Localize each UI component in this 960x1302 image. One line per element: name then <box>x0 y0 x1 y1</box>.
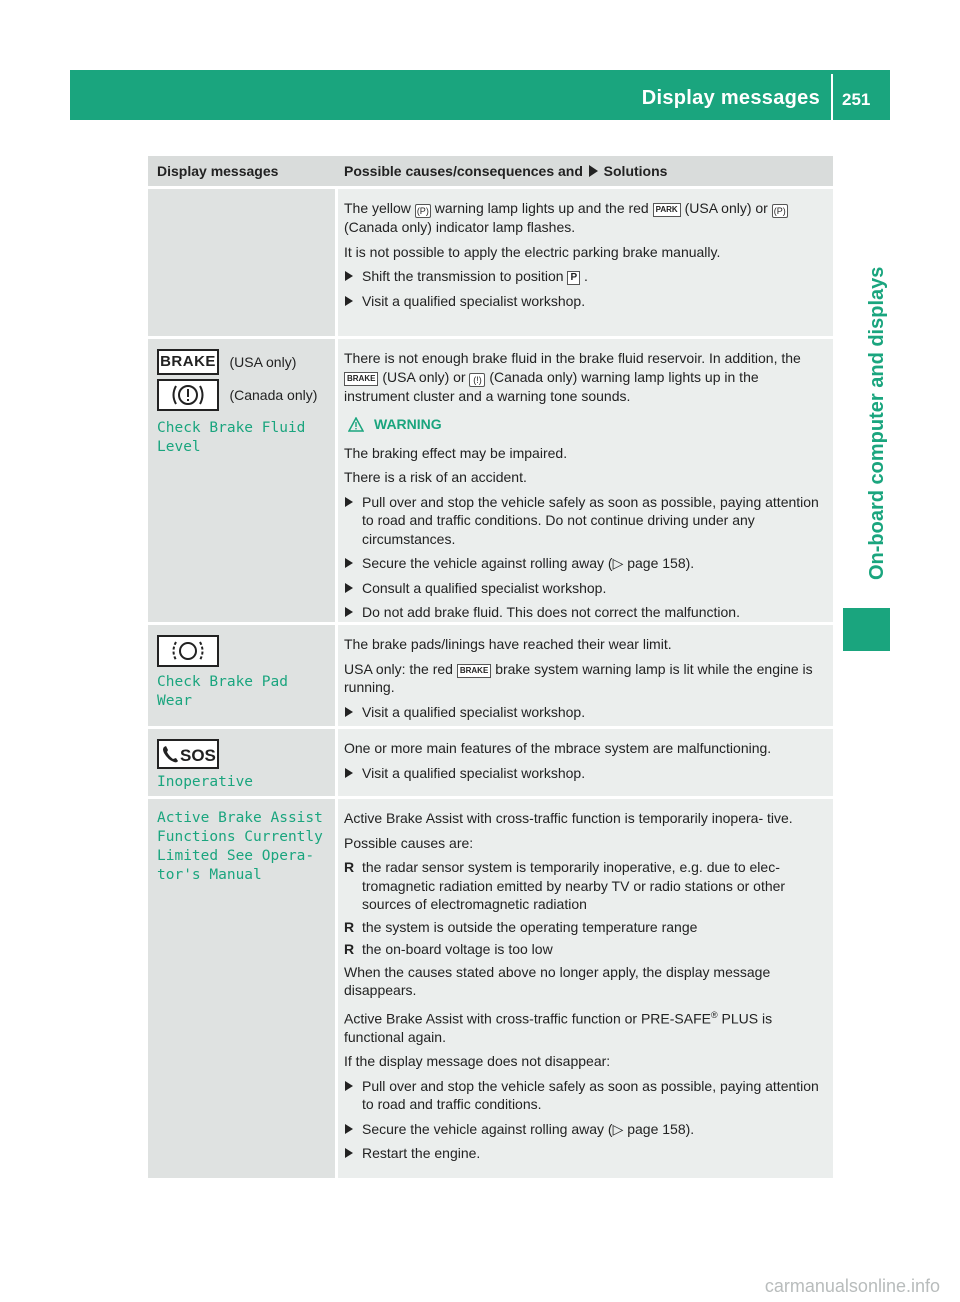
step <box>344 1077 826 1114</box>
col-header-causes-text: Possible causes/consequences and <box>344 163 583 179</box>
paragraph <box>344 1006 826 1047</box>
text: USA only: the red <box>344 660 453 677</box>
message-cell <box>148 189 335 336</box>
step <box>344 267 826 286</box>
paragraph: One or more main features of the mbrace system are malfunctioning. <box>344 740 772 756</box>
solution-cell <box>338 799 833 1178</box>
brake-lamp-icon: BRAKE <box>344 372 378 386</box>
bullet-icon: R <box>344 859 355 875</box>
list-item <box>344 918 826 937</box>
text: There is not enough brake fluid in the brake fluid reservoir. In addition, the <box>344 350 801 366</box>
step <box>344 493 826 549</box>
message-cell <box>148 625 335 726</box>
text: the radar sensor system is temporarily inoperative, e.g. due to elec‐ tromagnetic radiation emitted by nearby TV or radio stations or other sources of electromagnetic radiation <box>362 859 786 912</box>
text: . <box>584 268 588 284</box>
text: (Canada only) warning lamp lights up in the instrument cluster and a warning tone sounds. <box>344 368 759 404</box>
step-arrow-icon <box>345 607 353 617</box>
step-arrow-icon <box>345 1148 353 1158</box>
bullet-icon: R <box>344 918 355 935</box>
page-title: Display messages <box>641 87 820 109</box>
region-label: (USA only) <box>229 353 297 370</box>
play-icon <box>589 165 598 177</box>
bullet-icon: R <box>344 941 355 957</box>
watermark: carmanualsonline.info <box>764 1276 940 1296</box>
page-number: 251 <box>842 90 871 109</box>
display-messages-table <box>148 156 833 1178</box>
parking-brake-icon: (P) <box>773 206 786 216</box>
col-header-solutions-text: Solutions <box>603 163 668 179</box>
step-arrow-icon <box>345 296 353 306</box>
display-message: Check Brake Pad Wear <box>157 674 288 709</box>
text: Visit a qualified specialist workshop. <box>362 764 586 781</box>
chapter-tab: On-board computer and displays <box>866 266 888 580</box>
paragraph: Possible causes are: <box>344 834 474 851</box>
paragraph <box>344 199 826 237</box>
display-message: Check Brake Fluid Level <box>157 420 306 455</box>
text: Pull over and stop the vehicle safely as soon as possible, paying attention to road and traffic conditions. <box>362 1077 819 1113</box>
step-arrow-icon <box>345 558 353 568</box>
registered-mark: ® <box>710 1009 718 1020</box>
solution-cell <box>338 189 833 336</box>
list-item <box>344 858 826 914</box>
page-reference: Secure the vehicle against rolling away (▷ page 158). <box>362 555 695 571</box>
table-row <box>148 726 833 796</box>
step <box>344 1144 826 1163</box>
col-header-messages: Display messages <box>157 163 279 179</box>
step-arrow-icon <box>345 583 353 593</box>
text: brake system warning lamp is lit while the engine is running. <box>344 660 813 695</box>
region-label: (Canada only) <box>229 387 318 403</box>
svg-text:SOS: SOS <box>180 746 216 765</box>
text: PLUS is functional again. <box>344 1010 773 1045</box>
step <box>344 764 826 783</box>
table-row <box>148 622 833 726</box>
text: warning lamp lights up and the red <box>434 200 649 216</box>
display-message: Inoperative <box>157 774 254 790</box>
table-row <box>148 796 833 1178</box>
text: Restart the engine. <box>362 1145 481 1162</box>
display-message: Active Brake Assist Functions Currently Limited See Opera‐ tor's Manual <box>157 810 323 883</box>
parking-brake-icon: (P) <box>416 206 429 216</box>
step-arrow-icon <box>345 1081 353 1091</box>
text: Visit a qualified specialist workshop. <box>362 703 586 720</box>
text: (USA only) or <box>382 368 466 385</box>
solution-cell <box>338 339 833 622</box>
text: The yellow <box>344 200 411 216</box>
text: Shift the transmission to position <box>362 268 564 284</box>
paragraph: Active Brake Assist with cross-traffic function is temporarily inopera‐ tive. <box>344 810 793 826</box>
step <box>344 703 826 722</box>
table-header <box>148 156 833 186</box>
brake-circle-icon: (!) <box>469 373 485 387</box>
brake-pad-wear-icon <box>157 635 219 667</box>
step-arrow-icon <box>345 497 353 507</box>
paragraph <box>344 660 826 697</box>
step-arrow-icon <box>345 768 353 778</box>
text: the on-board voltage is too low <box>362 941 553 957</box>
paragraph: When the causes stated above no longer apply, the display message disappears. <box>344 963 771 998</box>
page-reference: Secure the vehicle against rolling away (▷ page 158). <box>362 1120 695 1137</box>
brake-circle-icon <box>157 379 219 411</box>
chapter-marker <box>843 608 890 651</box>
gear-p-icon: P <box>567 271 580 285</box>
paragraph: The braking effect may be impaired. <box>344 444 568 461</box>
paragraph: If the display message does not disappear: <box>344 1053 611 1070</box>
text: (Canada only) indicator lamp flashes. <box>344 219 576 235</box>
text: Do not add brake fluid. This does not correct the malfunction. <box>362 604 740 620</box>
step-arrow-icon <box>345 707 353 717</box>
step <box>344 579 826 598</box>
step-arrow-icon <box>345 1124 353 1134</box>
brake-warning-icon: BRAKE <box>157 349 219 375</box>
header-divider <box>831 74 833 120</box>
table-row <box>148 186 833 336</box>
step <box>344 554 826 573</box>
text: Visit a qualified specialist workshop. <box>362 292 586 309</box>
table-row <box>148 336 833 622</box>
brake-lamp-icon: BRAKE <box>457 664 491 678</box>
paragraph: It is not possible to apply the electric parking brake manually. <box>344 243 721 260</box>
step <box>344 292 826 311</box>
text: Consult a qualified specialist workshop. <box>362 579 607 596</box>
paragraph: The brake pads/linings have reached their wear limit. <box>344 636 672 652</box>
warning-heading <box>348 415 826 434</box>
step-arrow-icon <box>345 271 353 281</box>
step <box>344 1120 826 1139</box>
message-cell <box>148 729 335 796</box>
solution-cell <box>338 625 833 726</box>
warning-label: WARNING <box>374 416 442 432</box>
warning-triangle-icon <box>348 417 364 432</box>
park-lamp-icon: PARK <box>653 203 681 217</box>
text: (USA only) or <box>684 200 768 216</box>
sos-phone-icon <box>157 739 219 769</box>
list-item <box>344 940 826 959</box>
paragraph: There is a risk of an accident. <box>344 469 527 485</box>
text: Active Brake Assist with cross-traffic function or PRE-SAFE <box>344 1010 711 1027</box>
solution-cell <box>338 729 833 796</box>
step <box>344 603 826 622</box>
text: the system is outside the operating temperature range <box>362 918 698 935</box>
text: Pull over and stop the vehicle safely as soon as possible, paying attention to road and traffic conditions. Do not continue driving under any circumstances. <box>362 493 819 547</box>
message-cell <box>148 799 335 1178</box>
paragraph <box>344 349 826 405</box>
message-cell <box>148 339 335 622</box>
col-header-causes <box>335 156 833 186</box>
